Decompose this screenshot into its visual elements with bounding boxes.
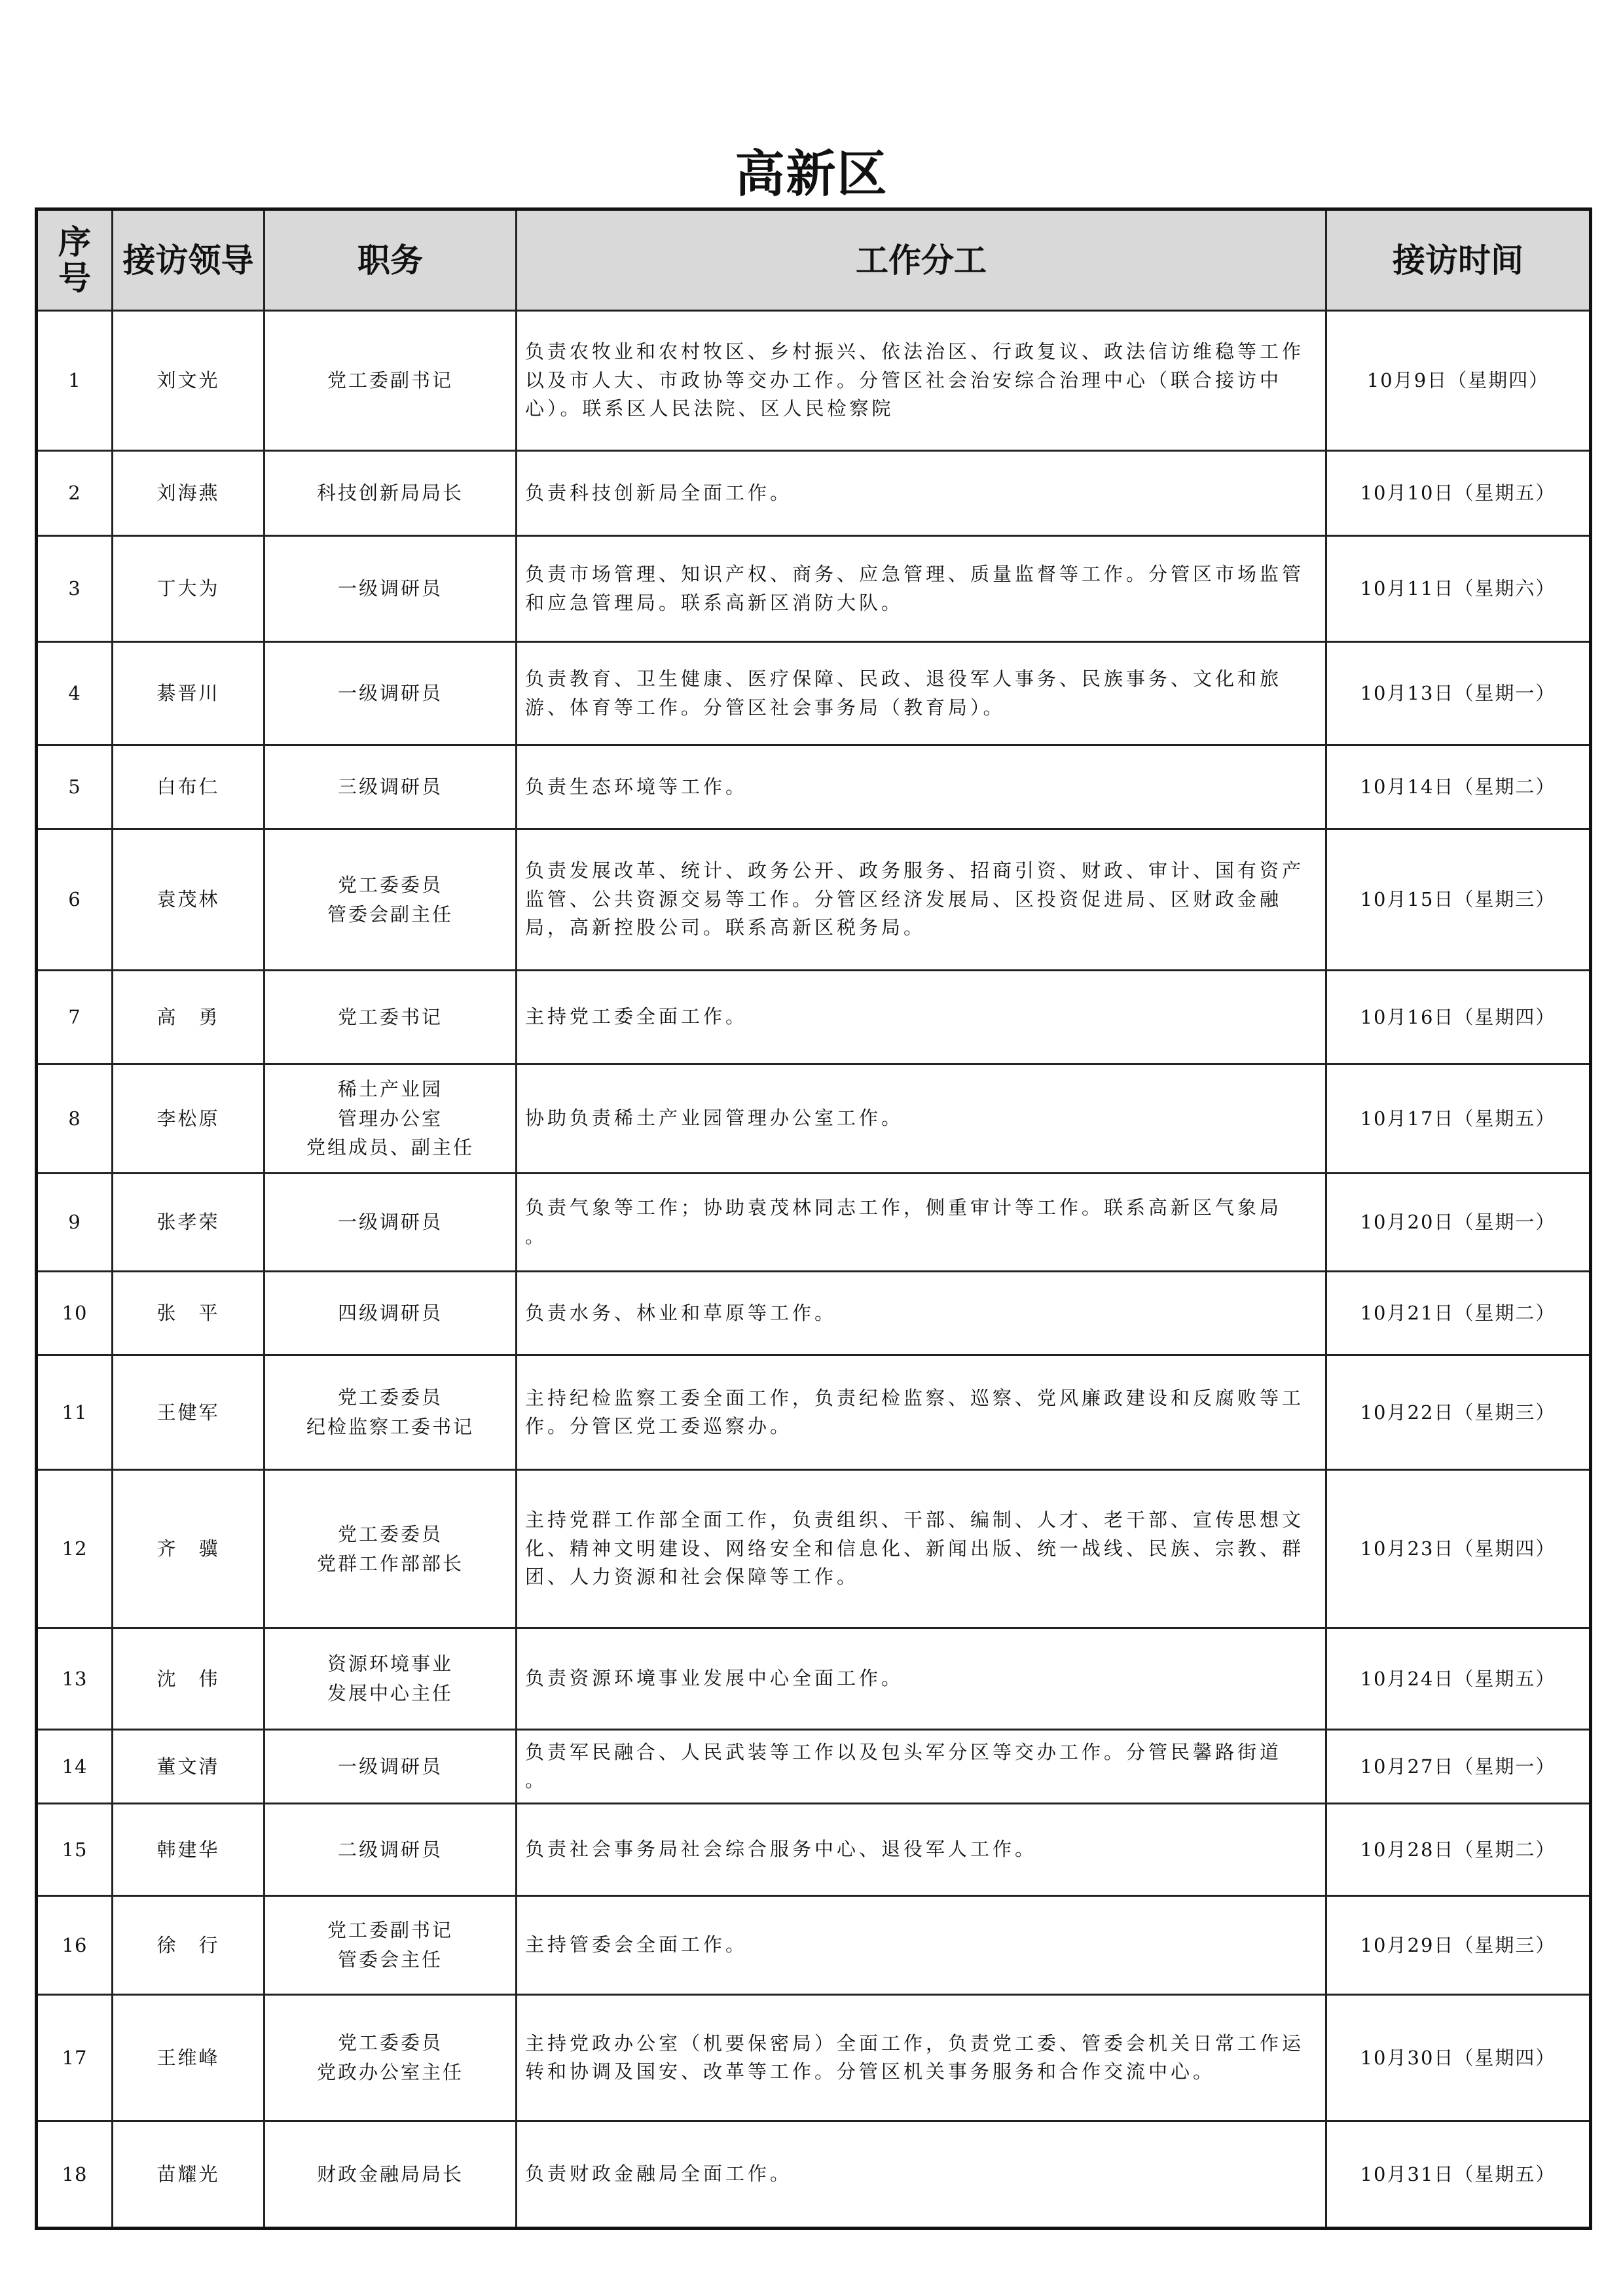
cell-leader: 丁大为 xyxy=(113,536,264,642)
cell-time: 10月21日（星期二） xyxy=(1326,1272,1591,1355)
cell-seq: 5 xyxy=(37,745,113,829)
header-row xyxy=(37,209,1591,311)
cell-time: 10月13日（星期一） xyxy=(1326,642,1591,745)
header-seq-label: 序号 xyxy=(58,223,91,297)
cell-leader: 沈 伟 xyxy=(113,1628,264,1730)
cell-leader: 韩建华 xyxy=(113,1804,264,1896)
cell-duty: 负责资源环境事业发展中心全面工作。 xyxy=(517,1628,1326,1730)
cell-duty: 负责气象等工作；协助袁茂林同志工作，侧重审计等工作。联系高新区气象局 。 xyxy=(517,1174,1326,1272)
cell-position: 一级调研员 xyxy=(264,642,517,745)
cell-position: 三级调研员 xyxy=(264,745,517,829)
table-body xyxy=(37,311,1591,2229)
cell-time: 10月17日（星期五） xyxy=(1326,1064,1591,1174)
cell-duty: 负责生态环境等工作。 xyxy=(517,745,1326,829)
cell-position: 党工委书记 xyxy=(264,971,517,1064)
cell-leader: 李松原 xyxy=(113,1064,264,1174)
table-row xyxy=(37,745,1591,829)
cell-position: 一级调研员 xyxy=(264,1730,517,1804)
cell-duty: 主持管委会全面工作。 xyxy=(517,1896,1326,1995)
cell-time: 10月16日（星期四） xyxy=(1326,971,1591,1064)
cell-time: 10月27日（星期一） xyxy=(1326,1730,1591,1804)
table-row xyxy=(37,1064,1591,1174)
cell-duty: 负责军民融合、人民武装等工作以及包头军分区等交办工作。分管民馨路街道 。 xyxy=(517,1730,1326,1804)
cell-leader: 王维峰 xyxy=(113,1995,264,2121)
cell-seq: 3 xyxy=(37,536,113,642)
cell-time: 10月30日（星期四） xyxy=(1326,1995,1591,2121)
header-time: 接访时间 xyxy=(1326,209,1591,311)
cell-time: 10月9日（星期四） xyxy=(1326,311,1591,451)
header-position: 职务 xyxy=(264,209,517,311)
cell-leader: 苗耀光 xyxy=(113,2121,264,2229)
cell-leader: 张孝荣 xyxy=(113,1174,264,1272)
cell-duty: 主持纪检监察工委全面工作，负责纪检监察、巡察、党风廉政建设和反腐败等工作。分管区党工委巡察办。 xyxy=(517,1355,1326,1470)
cell-leader: 袁茂林 xyxy=(113,829,264,971)
table-row xyxy=(37,1628,1591,1730)
cell-seq: 7 xyxy=(37,971,113,1064)
cell-duty: 负责水务、林业和草原等工作。 xyxy=(517,1272,1326,1355)
table-row xyxy=(37,2121,1591,2229)
cell-leader: 刘海燕 xyxy=(113,451,264,536)
cell-position: 党工委副书记 管委会主任 xyxy=(264,1896,517,1995)
cell-position: 党工委委员 党群工作部部长 xyxy=(264,1470,517,1628)
table-row xyxy=(37,1470,1591,1628)
cell-duty: 负责财政金融局全面工作。 xyxy=(517,2121,1326,2229)
cell-seq: 16 xyxy=(37,1896,113,1995)
cell-leader: 张 平 xyxy=(113,1272,264,1355)
table-row xyxy=(37,536,1591,642)
cell-position: 党工委委员 管委会副主任 xyxy=(264,829,517,971)
cell-leader: 齐 骥 xyxy=(113,1470,264,1628)
cell-position: 党工委委员 党政办公室主任 xyxy=(264,1995,517,2121)
cell-position: 科技创新局局长 xyxy=(264,451,517,536)
cell-position: 资源环境事业 发展中心主任 xyxy=(264,1628,517,1730)
cell-time: 10月11日（星期六） xyxy=(1326,536,1591,642)
cell-seq: 10 xyxy=(37,1272,113,1355)
cell-position: 党工委委员 纪检监察工委书记 xyxy=(264,1355,517,1470)
cell-position: 党工委副书记 xyxy=(264,311,517,451)
table-row xyxy=(37,971,1591,1064)
cell-seq: 2 xyxy=(37,451,113,536)
header-seq xyxy=(37,209,113,311)
cell-time: 10月10日（星期五） xyxy=(1326,451,1591,536)
table-row xyxy=(37,1272,1591,1355)
cell-seq: 18 xyxy=(37,2121,113,2229)
cell-time: 10月15日（星期三） xyxy=(1326,829,1591,971)
cell-time: 10月24日（星期五） xyxy=(1326,1628,1591,1730)
page-title: 高新区 xyxy=(735,145,888,203)
cell-seq: 8 xyxy=(37,1064,113,1174)
cell-duty: 负责教育、卫生健康、医疗保障、民政、退役军人事务、民族事务、文化和旅游、体育等工作。分管区社会事务局（教育局）。 xyxy=(517,642,1326,745)
cell-duty: 负责农牧业和农村牧区、乡村振兴、依法治区、行政复议、政法信访维稳等工作以及市人大、市政协等交办工作。分管区社会治安综合治理中心（联合接访中心）。联系区人民法院、区人民检察院 xyxy=(517,311,1326,451)
cell-time: 10月31日（星期五） xyxy=(1326,2121,1591,2229)
cell-duty: 负责发展改革、统计、政务公开、政务服务、招商引资、财政、审计、国有资产监管、公共资源交易等工作。分管区经济发展局、区投资促进局、区财政金融局，高新控股公司。联系高新区税务局。 xyxy=(517,829,1326,971)
cell-position: 二级调研员 xyxy=(264,1804,517,1896)
cell-seq: 11 xyxy=(37,1355,113,1470)
cell-seq: 12 xyxy=(37,1470,113,1628)
cell-position: 一级调研员 xyxy=(264,536,517,642)
cell-leader: 綦晋川 xyxy=(113,642,264,745)
cell-seq: 15 xyxy=(37,1804,113,1896)
cell-seq: 9 xyxy=(37,1174,113,1272)
cell-duty: 主持党政办公室（机要保密局）全面工作，负责党工委、管委会机关日常工作运转和协调及国安、改革等工作。分管区机关事务服务和合作交流中心。 xyxy=(517,1995,1326,2121)
table-row xyxy=(37,642,1591,745)
table-row xyxy=(37,1355,1591,1470)
cell-leader: 董文清 xyxy=(113,1730,264,1804)
cell-seq: 14 xyxy=(37,1730,113,1804)
header-leader: 接访领导 xyxy=(113,209,264,311)
table-row xyxy=(37,1995,1591,2121)
cell-duty: 负责社会事务局社会综合服务中心、退役军人工作。 xyxy=(517,1804,1326,1896)
cell-position: 稀土产业园 管理办公室 党组成员、副主任 xyxy=(264,1064,517,1174)
cell-seq: 6 xyxy=(37,829,113,971)
cell-duty: 主持党工委全面工作。 xyxy=(517,971,1326,1064)
cell-time: 10月28日（星期二） xyxy=(1326,1804,1591,1896)
table-row xyxy=(37,829,1591,971)
cell-leader: 王健军 xyxy=(113,1355,264,1470)
cell-position: 财政金融局局长 xyxy=(264,2121,517,2229)
cell-leader: 徐 行 xyxy=(113,1896,264,1995)
header-duty: 工作分工 xyxy=(517,209,1326,311)
cell-time: 10月22日（星期三） xyxy=(1326,1355,1591,1470)
table-row xyxy=(37,1174,1591,1272)
table-row xyxy=(37,1804,1591,1896)
cell-leader: 高 勇 xyxy=(113,971,264,1064)
table-row xyxy=(37,311,1591,451)
cell-time: 10月29日（星期三） xyxy=(1326,1896,1591,1995)
table-row xyxy=(37,451,1591,536)
cell-time: 10月14日（星期二） xyxy=(1326,745,1591,829)
cell-position: 四级调研员 xyxy=(264,1272,517,1355)
cell-seq: 4 xyxy=(37,642,113,745)
cell-leader: 刘文光 xyxy=(113,311,264,451)
cell-time: 10月23日（星期四） xyxy=(1326,1470,1591,1628)
cell-time: 10月20日（星期一） xyxy=(1326,1174,1591,1272)
cell-seq: 17 xyxy=(37,1995,113,2121)
cell-position: 一级调研员 xyxy=(264,1174,517,1272)
cell-duty: 协助负责稀土产业园管理办公室工作。 xyxy=(517,1064,1326,1174)
cell-seq: 1 xyxy=(37,311,113,451)
cell-duty: 主持党群工作部全面工作，负责组织、干部、编制、人才、老干部、宣传思想文化、精神文明建设、网络安全和信息化、新闻出版、统一战线、民族、宗教、群团、人力资源和社会保障等工作。 xyxy=(517,1470,1326,1628)
cell-duty: 负责科技创新局全面工作。 xyxy=(517,451,1326,536)
cell-leader: 白布仁 xyxy=(113,745,264,829)
table-row xyxy=(37,1896,1591,1995)
table-row xyxy=(37,1730,1591,1804)
cell-duty: 负责市场管理、知识产权、商务、应急管理、质量监督等工作。分管区市场监管和应急管理局。联系高新区消防大队。 xyxy=(517,536,1326,642)
cell-seq: 13 xyxy=(37,1628,113,1730)
reception-schedule-table xyxy=(35,207,1592,2230)
